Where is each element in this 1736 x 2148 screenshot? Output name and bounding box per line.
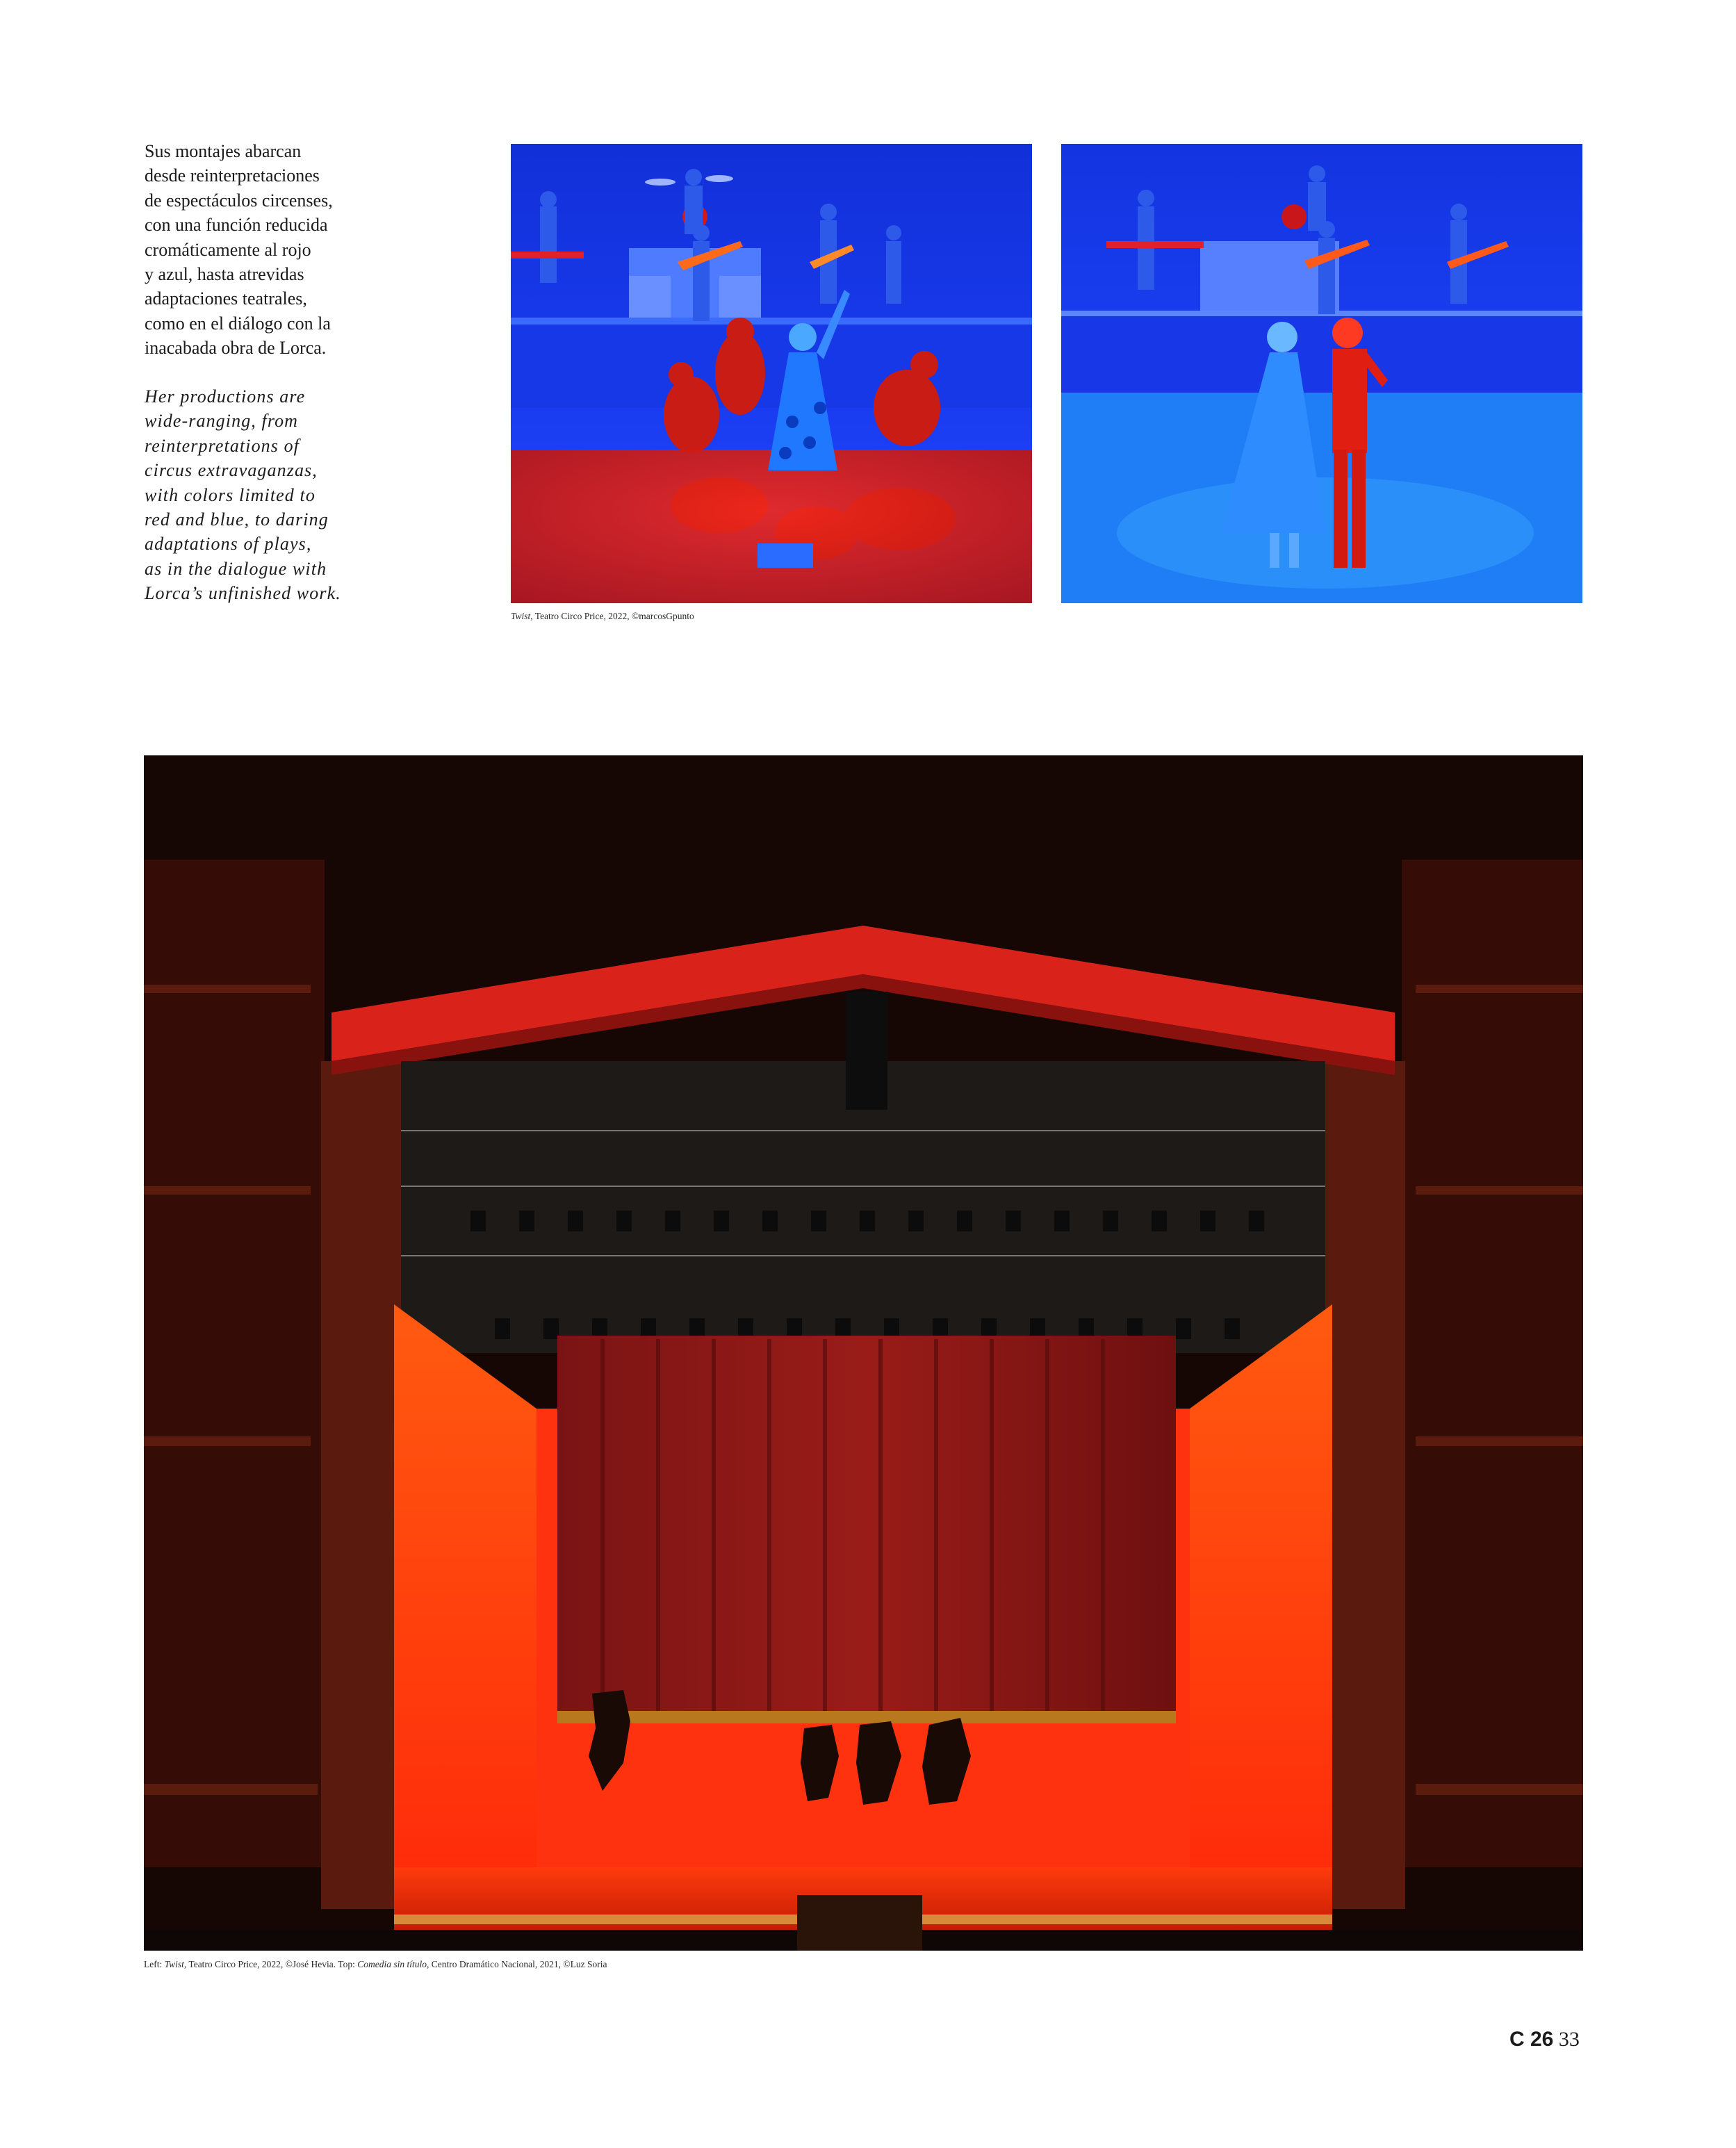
caption-credit: , Teatro Circo Price, 2022, ©marcosGpunto — [530, 611, 694, 621]
english-line: Her productions are — [145, 386, 306, 407]
spanish-line: como en el diálogo con la — [145, 313, 331, 334]
english-line: Lorca’s unfinished work. — [145, 583, 341, 604]
photo-comedia-stage-illustration — [144, 755, 1583, 1951]
english-line: circus extravaganzas, — [145, 460, 318, 481]
caption-mid: , Teatro Circo Price, 2022, ©José Hevia. Top: — [183, 1959, 358, 1969]
page-folio — [1509, 2028, 1580, 2051]
spanish-line: desde reinterpretaciones — [145, 165, 320, 186]
spanish-line: inacabada obra de Lorca. — [145, 338, 327, 359]
spanish-line: con una función reducida — [145, 215, 328, 236]
caption-top-photos — [511, 610, 694, 623]
photo-twist-duo — [1061, 144, 1582, 603]
photo-twist-group-illustration — [511, 144, 1032, 603]
caption-title: Twist — [511, 611, 531, 621]
english-paragraph — [145, 384, 374, 606]
english-line: adaptations of plays, — [145, 534, 312, 555]
caption-credit: , Centro Dramático Nacional, 2021, ©Luz Soria — [426, 1959, 607, 1969]
spanish-line: cromáticamente al rojo — [145, 239, 311, 260]
caption-title-twist: Twist — [164, 1959, 184, 1969]
spanish-line: y azul, hasta atrevidas — [145, 264, 304, 285]
english-line: red and blue, to daring — [145, 509, 329, 530]
photo-comedia-stage — [144, 755, 1583, 1951]
english-line: with colors limited to — [145, 484, 316, 505]
spanish-line: Sus montajes abarcan — [145, 141, 302, 161]
english-line: wide-ranging, from — [145, 411, 299, 432]
caption-prefix: Left: — [144, 1959, 165, 1969]
spanish-line: adaptaciones teatrales, — [145, 288, 307, 309]
photo-twist-duo-illustration — [1061, 144, 1582, 603]
spanish-paragraph — [145, 139, 374, 361]
english-line: as in the dialogue with — [145, 558, 327, 579]
spanish-line: de espectáculos circenses, — [145, 190, 333, 211]
caption-bottom-photos — [144, 1958, 607, 1971]
english-line: reinterpretations of — [145, 435, 300, 456]
magazine-issue: C 26 — [1509, 2028, 1554, 2051]
page-number: 33 — [1558, 2028, 1580, 2051]
photo-twist-group — [511, 144, 1032, 603]
caption-title-comedia: Comedia sin título — [357, 1959, 427, 1969]
